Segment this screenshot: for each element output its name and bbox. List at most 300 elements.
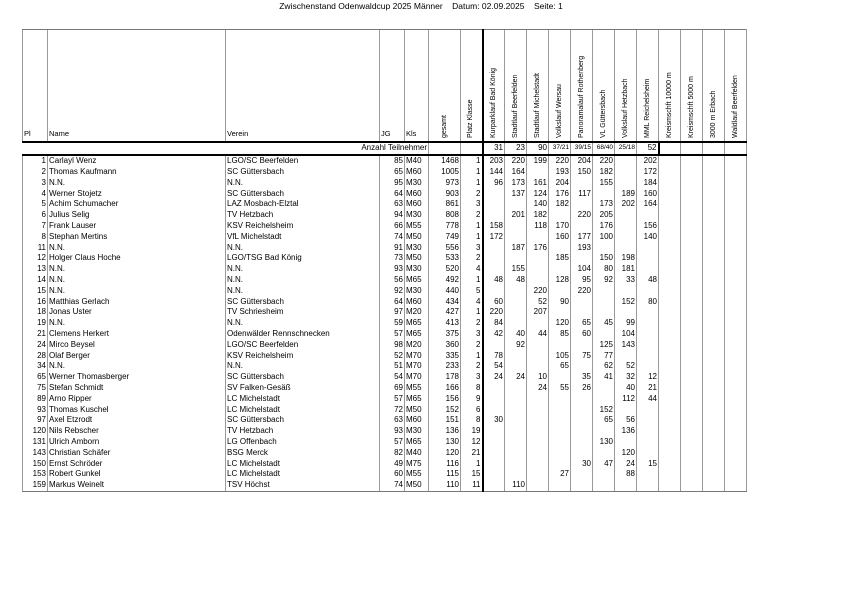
race-points-cell: 164 <box>505 167 527 178</box>
race-points-cell <box>593 426 615 437</box>
name-cell: Ernst Schröder <box>48 458 226 469</box>
race-points-cell: 144 <box>483 167 505 178</box>
race-points-cell <box>593 447 615 458</box>
race-points-cell <box>725 221 747 232</box>
total-cell: 533 <box>429 253 461 264</box>
rank-cell: 24 <box>23 339 48 350</box>
race-points-cell <box>659 383 681 394</box>
table-row <box>23 285 747 296</box>
col-header-verein: Verein <box>226 30 380 143</box>
club-cell: TV Hetzbach <box>226 426 380 437</box>
class-rank-cell: 21 <box>461 447 483 458</box>
class-rank-cell: 1 <box>461 167 483 178</box>
race-points-cell <box>681 221 703 232</box>
race-points-cell <box>571 199 593 210</box>
name-cell: N.N. <box>48 361 226 372</box>
class-rank-cell: 1 <box>461 231 483 242</box>
table-row <box>23 350 747 361</box>
rank-cell: 143 <box>23 447 48 458</box>
race-points-cell: 152 <box>615 296 637 307</box>
race-points-cell <box>659 372 681 383</box>
race-points-cell <box>549 285 571 296</box>
birth-year-cell: 95 <box>380 177 405 188</box>
rank-cell: 19 <box>23 318 48 329</box>
total-cell: 156 <box>429 393 461 404</box>
table-row <box>23 155 747 167</box>
table-row <box>23 296 747 307</box>
race-points-cell: 55 <box>549 383 571 394</box>
race-points-cell <box>571 469 593 480</box>
race-points-cell: 143 <box>615 339 637 350</box>
race-points-cell: 75 <box>571 350 593 361</box>
race-points-cell: 176 <box>549 188 571 199</box>
race-points-cell <box>659 307 681 318</box>
race-points-cell <box>703 264 725 275</box>
race-points-cell <box>659 404 681 415</box>
race-points-cell <box>659 199 681 210</box>
race-points-cell <box>725 167 747 178</box>
race-points-cell <box>571 361 593 372</box>
name-cell: Ulrich Amborn <box>48 437 226 448</box>
class-cell: M50 <box>405 253 429 264</box>
race-points-cell <box>725 372 747 383</box>
club-cell: SC Güttersbach <box>226 415 380 426</box>
class-rank-cell: 4 <box>461 264 483 275</box>
club-cell: Odenwälder Rennschnecken <box>226 329 380 340</box>
race-points-cell <box>703 437 725 448</box>
race-points-cell <box>659 221 681 232</box>
race-points-cell: 80 <box>637 296 659 307</box>
race-points-cell: 205 <box>593 210 615 221</box>
rank-cell: 159 <box>23 480 48 491</box>
race-points-cell: 160 <box>637 188 659 199</box>
race-points-cell <box>725 231 747 242</box>
class-rank-cell: 1 <box>461 458 483 469</box>
race-points-cell <box>527 458 549 469</box>
race-points-cell <box>659 329 681 340</box>
race-points-cell: 35 <box>571 372 593 383</box>
race-points-cell <box>615 350 637 361</box>
race-points-cell: 60 <box>483 296 505 307</box>
race-points-cell <box>549 242 571 253</box>
name-cell: Nils Rebscher <box>48 426 226 437</box>
class-rank-cell: 3 <box>461 242 483 253</box>
race-points-cell <box>527 318 549 329</box>
class-rank-cell: 1 <box>461 307 483 318</box>
race-points-cell: 85 <box>549 329 571 340</box>
total-cell: 413 <box>429 318 461 329</box>
birth-year-cell: 64 <box>380 188 405 199</box>
club-cell: LGO/SC Beerfelden <box>226 339 380 350</box>
race-points-cell <box>703 480 725 491</box>
race-points-cell <box>571 253 593 264</box>
race-points-cell <box>703 177 725 188</box>
race-points-cell <box>681 437 703 448</box>
name-cell: Werner Thomasberger <box>48 372 226 383</box>
total-cell: 151 <box>429 415 461 426</box>
class-cell: M50 <box>405 231 429 242</box>
club-cell: SC Güttersbach <box>226 372 380 383</box>
race-points-cell <box>527 469 549 480</box>
race-points-cell <box>549 437 571 448</box>
name-cell: Arno Ripper <box>48 393 226 404</box>
rank-cell: 12 <box>23 253 48 264</box>
total-cell: 360 <box>429 339 461 350</box>
race-points-cell <box>703 415 725 426</box>
race-points-cell <box>593 307 615 318</box>
race-points-cell <box>681 447 703 458</box>
total-cell: 520 <box>429 264 461 275</box>
name-cell: N.N. <box>48 318 226 329</box>
rank-cell: 89 <box>23 393 48 404</box>
participant-count-cell: 90 <box>527 142 549 155</box>
col-header-race: Volkslauf Hetzbach <box>615 30 637 143</box>
race-points-cell <box>703 188 725 199</box>
class-cell: M70 <box>405 372 429 383</box>
race-points-cell: 155 <box>593 177 615 188</box>
title-page: Seite: 1 <box>533 1 563 11</box>
total-cell: 861 <box>429 199 461 210</box>
rank-cell: 16 <box>23 296 48 307</box>
race-points-cell <box>571 404 593 415</box>
table-row <box>23 447 747 458</box>
total-cell: 110 <box>429 480 461 491</box>
page-title <box>0 1 842 11</box>
name-cell: Olaf Berger <box>48 350 226 361</box>
race-points-cell <box>571 221 593 232</box>
participant-count-row <box>23 142 747 155</box>
race-points-cell <box>593 242 615 253</box>
race-points-cell <box>483 458 505 469</box>
race-points-cell: 112 <box>615 393 637 404</box>
race-points-cell <box>725 339 747 350</box>
birth-year-cell: 98 <box>380 339 405 350</box>
race-points-cell: 99 <box>615 318 637 329</box>
race-points-cell <box>549 415 571 426</box>
race-points-cell <box>659 155 681 167</box>
race-points-cell <box>681 307 703 318</box>
race-points-cell <box>483 210 505 221</box>
race-points-cell <box>725 177 747 188</box>
rank-cell: 93 <box>23 404 48 415</box>
race-points-cell: 176 <box>593 221 615 232</box>
race-points-cell <box>615 167 637 178</box>
race-points-cell <box>681 329 703 340</box>
table-row <box>23 199 747 210</box>
race-points-cell <box>505 393 527 404</box>
race-points-cell <box>483 253 505 264</box>
rank-cell: 131 <box>23 437 48 448</box>
race-points-cell: 124 <box>527 188 549 199</box>
race-points-cell: 193 <box>549 167 571 178</box>
name-cell: Achim Schumacher <box>48 199 226 210</box>
race-points-cell: 220 <box>527 285 549 296</box>
class-rank-cell: 12 <box>461 437 483 448</box>
col-header-race: Kurparklauf Bad König <box>483 30 505 143</box>
race-points-cell: 203 <box>483 155 505 167</box>
race-points-cell <box>659 350 681 361</box>
race-points-cell <box>659 177 681 188</box>
class-cell: M30 <box>405 210 429 221</box>
name-cell: Werner Stojetz <box>48 188 226 199</box>
header-row <box>23 30 747 143</box>
class-cell: M55 <box>405 221 429 232</box>
race-points-cell: 158 <box>483 221 505 232</box>
birth-year-cell: 93 <box>380 264 405 275</box>
race-points-cell <box>593 383 615 394</box>
race-points-cell <box>681 318 703 329</box>
race-points-cell <box>483 264 505 275</box>
race-points-cell: 177 <box>571 231 593 242</box>
participant-count-cell: 52 <box>637 142 659 155</box>
participant-count-cell: 37/21 <box>549 142 571 155</box>
col-header-race: Kreismschft 5000 m <box>681 30 703 143</box>
total-cell: 427 <box>429 307 461 318</box>
race-points-cell: 118 <box>527 221 549 232</box>
name-cell: Christian Schäfer <box>48 447 226 458</box>
race-points-cell <box>505 361 527 372</box>
race-points-cell <box>483 383 505 394</box>
race-points-cell: 181 <box>615 264 637 275</box>
race-points-cell <box>637 285 659 296</box>
race-points-cell: 137 <box>505 188 527 199</box>
race-points-cell <box>725 415 747 426</box>
race-points-cell: 92 <box>593 275 615 286</box>
table-row <box>23 264 747 275</box>
total-cell: 130 <box>429 437 461 448</box>
race-points-cell <box>483 242 505 253</box>
table-row <box>23 339 747 350</box>
race-points-cell <box>637 307 659 318</box>
table-row <box>23 210 747 221</box>
race-points-cell: 88 <box>615 469 637 480</box>
col-header-platz: Platz Klasse <box>461 30 483 143</box>
race-points-cell <box>703 447 725 458</box>
name-cell: N.N. <box>48 242 226 253</box>
race-points-cell <box>681 199 703 210</box>
race-points-cell: 40 <box>505 329 527 340</box>
birth-year-cell: 63 <box>380 415 405 426</box>
race-points-cell <box>483 188 505 199</box>
race-points-cell <box>527 415 549 426</box>
race-points-cell <box>703 253 725 264</box>
rank-cell: 14 <box>23 275 48 286</box>
race-points-cell <box>725 361 747 372</box>
race-points-cell <box>527 264 549 275</box>
col-header-pl: Pl <box>23 30 48 143</box>
club-cell: LGO/TSG Bad König <box>226 253 380 264</box>
class-cell: M60 <box>405 199 429 210</box>
race-points-cell <box>659 210 681 221</box>
class-cell: M30 <box>405 242 429 253</box>
race-points-cell: 176 <box>527 242 549 253</box>
race-points-cell: 65 <box>549 361 571 372</box>
race-points-cell <box>681 339 703 350</box>
race-points-cell: 182 <box>549 199 571 210</box>
race-points-cell <box>615 210 637 221</box>
birth-year-cell: 73 <box>380 253 405 264</box>
race-points-cell <box>659 275 681 286</box>
race-points-cell <box>703 199 725 210</box>
race-points-cell <box>527 275 549 286</box>
club-cell: N.N. <box>226 318 380 329</box>
race-points-cell <box>637 480 659 491</box>
table-row <box>23 188 747 199</box>
club-cell: N.N. <box>226 275 380 286</box>
rank-cell: 15 <box>23 285 48 296</box>
race-points-cell <box>505 350 527 361</box>
table-row <box>23 242 747 253</box>
race-points-cell: 47 <box>593 458 615 469</box>
rank-cell: 21 <box>23 329 48 340</box>
name-cell: Robert Gunkel <box>48 469 226 480</box>
race-points-cell: 52 <box>615 361 637 372</box>
race-points-cell: 173 <box>593 199 615 210</box>
race-points-cell <box>681 210 703 221</box>
col-header-jg: JG <box>380 30 405 143</box>
race-points-cell: 24 <box>527 383 549 394</box>
birth-year-cell: 54 <box>380 372 405 383</box>
table-row <box>23 329 747 340</box>
race-points-cell <box>703 167 725 178</box>
class-rank-cell: 2 <box>461 318 483 329</box>
table-row <box>23 404 747 415</box>
race-points-cell <box>659 167 681 178</box>
race-points-cell <box>725 480 747 491</box>
race-points-cell: 120 <box>549 318 571 329</box>
class-rank-cell: 8 <box>461 383 483 394</box>
club-cell: TV Hetzbach <box>226 210 380 221</box>
race-points-cell: 160 <box>549 231 571 242</box>
class-cell: M30 <box>405 285 429 296</box>
race-points-cell: 56 <box>615 415 637 426</box>
race-points-cell <box>659 264 681 275</box>
class-cell: M20 <box>405 339 429 350</box>
race-points-cell <box>593 480 615 491</box>
race-points-cell <box>637 253 659 264</box>
participant-count-cell <box>659 142 681 155</box>
race-points-cell: 117 <box>571 188 593 199</box>
class-rank-cell: 1 <box>461 221 483 232</box>
name-cell: Frank Lauser <box>48 221 226 232</box>
table-row <box>23 458 747 469</box>
race-points-cell <box>725 188 747 199</box>
name-cell: N.N. <box>48 275 226 286</box>
name-cell: Mirco Beysel <box>48 339 226 350</box>
race-points-cell: 84 <box>483 318 505 329</box>
club-cell: VfL Michelstadt <box>226 231 380 242</box>
total-cell: 973 <box>429 177 461 188</box>
birth-year-cell: 93 <box>380 426 405 437</box>
race-points-cell: 220 <box>549 155 571 167</box>
race-points-cell: 220 <box>483 307 505 318</box>
birth-year-cell: 57 <box>380 329 405 340</box>
race-points-cell <box>505 426 527 437</box>
race-points-cell <box>725 447 747 458</box>
class-cell: M70 <box>405 350 429 361</box>
name-cell: Matthias Gerlach <box>48 296 226 307</box>
rank-cell: 34 <box>23 361 48 372</box>
race-points-cell: 42 <box>483 329 505 340</box>
race-points-cell <box>549 210 571 221</box>
class-cell: M75 <box>405 458 429 469</box>
race-points-cell <box>637 415 659 426</box>
table-row <box>23 253 747 264</box>
class-rank-cell: 2 <box>461 361 483 372</box>
club-cell: N.N. <box>226 242 380 253</box>
club-cell: TSV Höchst <box>226 480 380 491</box>
race-points-cell <box>725 458 747 469</box>
race-points-cell <box>527 393 549 404</box>
participant-count-label: Anzahl Teilnehmer <box>23 142 429 155</box>
race-points-cell <box>659 393 681 404</box>
class-rank-cell: 4 <box>461 296 483 307</box>
race-points-cell <box>681 393 703 404</box>
title-text: Zwischenstand Odenwaldcup 2025 Männer <box>279 1 443 11</box>
race-points-cell: 125 <box>593 339 615 350</box>
race-points-cell <box>615 155 637 167</box>
club-cell: BSG Merck <box>226 447 380 458</box>
race-points-cell: 130 <box>593 437 615 448</box>
col-header-race: Stadtlauf Michelstadt <box>527 30 549 143</box>
total-cell: 808 <box>429 210 461 221</box>
col-header-race: Stadtlauf Beerfelden <box>505 30 527 143</box>
race-points-cell <box>615 307 637 318</box>
race-points-cell <box>681 469 703 480</box>
race-points-cell: 172 <box>637 167 659 178</box>
race-points-cell <box>527 231 549 242</box>
race-points-cell <box>637 329 659 340</box>
race-points-cell: 27 <box>549 469 571 480</box>
race-points-cell: 80 <box>593 264 615 275</box>
race-points-cell <box>681 480 703 491</box>
race-points-cell <box>703 210 725 221</box>
race-points-cell <box>725 264 747 275</box>
race-points-cell: 104 <box>615 329 637 340</box>
race-points-cell <box>615 480 637 491</box>
total-cell: 778 <box>429 221 461 232</box>
race-points-cell <box>681 242 703 253</box>
race-points-cell <box>703 404 725 415</box>
birth-year-cell: 49 <box>380 458 405 469</box>
total-cell: 152 <box>429 404 461 415</box>
birth-year-cell: 74 <box>380 231 405 242</box>
race-points-cell: 52 <box>527 296 549 307</box>
race-points-cell: 182 <box>527 210 549 221</box>
race-points-cell <box>505 253 527 264</box>
race-points-cell <box>615 437 637 448</box>
race-points-cell <box>703 383 725 394</box>
table-row <box>23 177 747 188</box>
participant-count-cell: 68/40 <box>593 142 615 155</box>
race-points-cell <box>725 426 747 437</box>
birth-year-cell: 56 <box>380 275 405 286</box>
col-header-gesamt: gesamt <box>429 30 461 143</box>
race-points-cell <box>527 447 549 458</box>
race-points-cell: 12 <box>637 372 659 383</box>
race-points-cell <box>549 458 571 469</box>
class-cell: M65 <box>405 318 429 329</box>
race-points-cell <box>483 393 505 404</box>
race-points-cell <box>593 393 615 404</box>
race-points-cell <box>659 231 681 242</box>
club-cell: LC Michelstadt <box>226 404 380 415</box>
total-cell: 903 <box>429 188 461 199</box>
col-header-race: Kreismschft 10000 m <box>659 30 681 143</box>
race-points-cell <box>659 415 681 426</box>
race-points-cell: 182 <box>593 167 615 178</box>
race-points-cell: 77 <box>593 350 615 361</box>
